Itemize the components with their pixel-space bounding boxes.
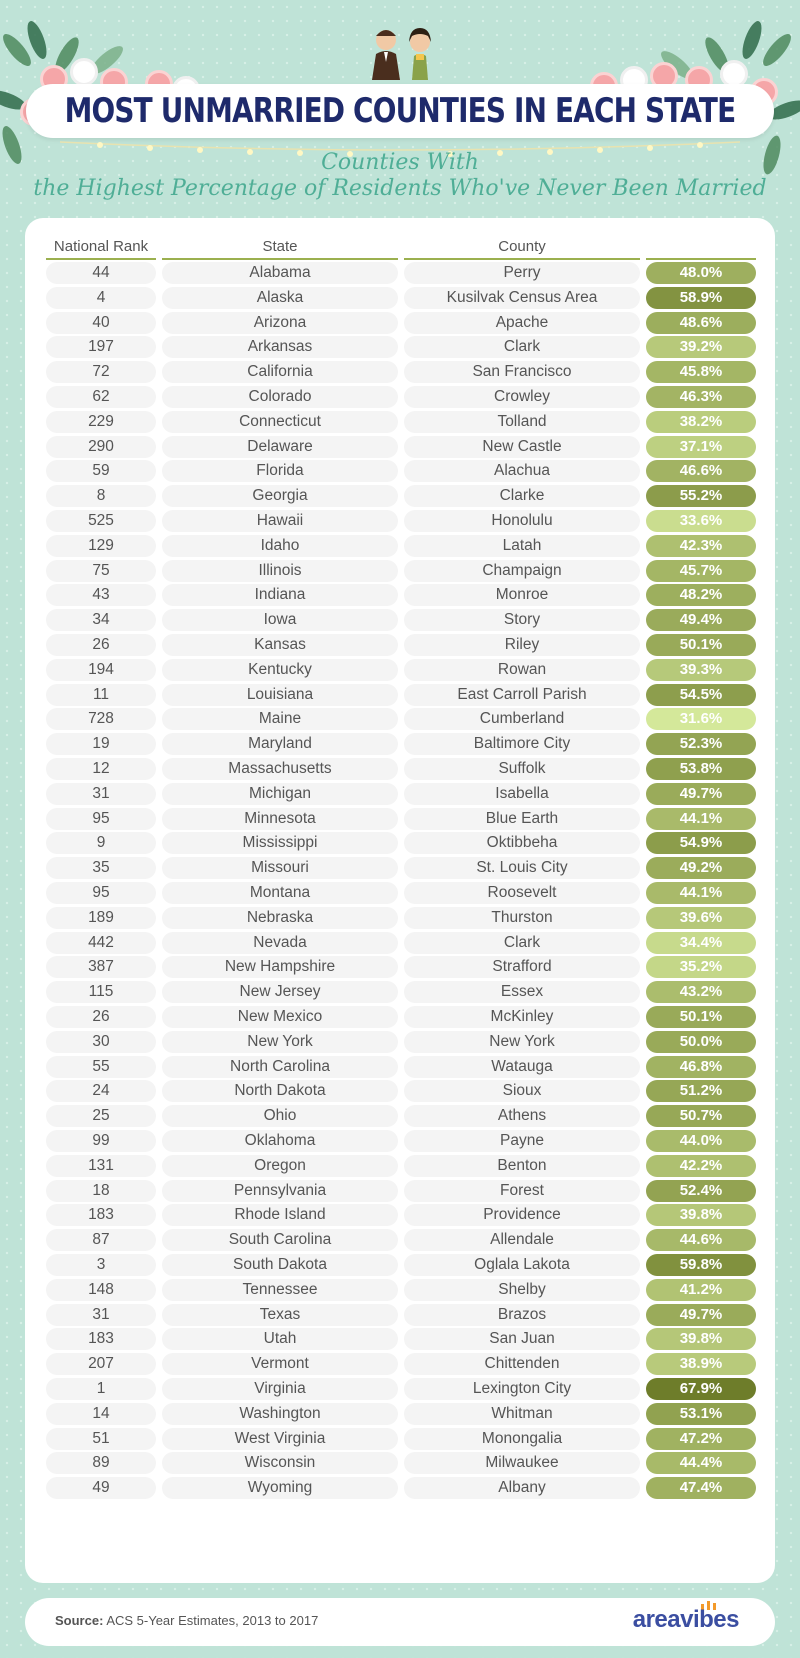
county-cell: Champaign bbox=[404, 560, 640, 582]
state-cell: New Mexico bbox=[162, 1006, 398, 1028]
percentage-cell: 50.7% bbox=[646, 1105, 756, 1127]
county-cell: San Juan bbox=[404, 1328, 640, 1350]
table-row bbox=[46, 907, 756, 929]
county-cell: Suffolk bbox=[404, 758, 640, 780]
table-row bbox=[46, 634, 756, 656]
county-cell: Essex bbox=[404, 981, 640, 1003]
county-cell: Blue Earth bbox=[404, 808, 640, 830]
state-cell: Michigan bbox=[162, 783, 398, 805]
percentage-cell: 45.8% bbox=[646, 361, 756, 383]
table-row bbox=[46, 485, 756, 507]
table-row bbox=[46, 956, 756, 978]
rank-cell: 44 bbox=[46, 262, 156, 284]
rank-cell: 24 bbox=[46, 1080, 156, 1102]
state-cell: Oklahoma bbox=[162, 1130, 398, 1152]
rank-cell: 1 bbox=[46, 1378, 156, 1400]
rank-cell: 4 bbox=[46, 287, 156, 309]
table-row bbox=[46, 560, 756, 582]
county-cell: Crowley bbox=[404, 386, 640, 408]
rank-cell: 89 bbox=[46, 1452, 156, 1474]
state-cell: Indiana bbox=[162, 584, 398, 606]
rank-cell: 87 bbox=[46, 1229, 156, 1251]
table-row bbox=[46, 684, 756, 706]
rank-cell: 189 bbox=[46, 907, 156, 929]
percentage-cell: 53.1% bbox=[646, 1403, 756, 1425]
source-note bbox=[55, 1613, 318, 1628]
table-row bbox=[46, 1328, 756, 1350]
table-row bbox=[46, 783, 756, 805]
percentage-cell: 46.8% bbox=[646, 1056, 756, 1078]
state-cell: North Dakota bbox=[162, 1080, 398, 1102]
header-percentage bbox=[646, 236, 756, 260]
table-row bbox=[46, 932, 756, 954]
county-cell: Story bbox=[404, 609, 640, 631]
table-row bbox=[46, 1229, 756, 1251]
rank-cell: 55 bbox=[46, 1056, 156, 1078]
percentage-cell: 44.1% bbox=[646, 808, 756, 830]
county-cell: Benton bbox=[404, 1155, 640, 1177]
percentage-cell: 35.2% bbox=[646, 956, 756, 978]
county-cell: Athens bbox=[404, 1105, 640, 1127]
rank-cell: 95 bbox=[46, 808, 156, 830]
percentage-cell: 39.8% bbox=[646, 1328, 756, 1350]
county-cell: Rowan bbox=[404, 659, 640, 681]
state-cell: Washington bbox=[162, 1403, 398, 1425]
county-cell: Baltimore City bbox=[404, 733, 640, 755]
state-cell: Pennsylvania bbox=[162, 1180, 398, 1202]
rank-cell: 30 bbox=[46, 1031, 156, 1053]
rank-cell: 131 bbox=[46, 1155, 156, 1177]
state-cell: Oregon bbox=[162, 1155, 398, 1177]
state-cell: Kentucky bbox=[162, 659, 398, 681]
table-row bbox=[46, 1130, 756, 1152]
state-cell: Arizona bbox=[162, 312, 398, 334]
state-cell: Montana bbox=[162, 882, 398, 904]
county-cell: San Francisco bbox=[404, 361, 640, 383]
percentage-cell: 38.2% bbox=[646, 411, 756, 433]
table-row bbox=[46, 1428, 756, 1450]
table-row bbox=[46, 857, 756, 879]
rank-cell: 8 bbox=[46, 485, 156, 507]
rank-cell: 442 bbox=[46, 932, 156, 954]
table-row bbox=[46, 1155, 756, 1177]
table-row bbox=[46, 758, 756, 780]
state-cell: New York bbox=[162, 1031, 398, 1053]
county-cell: Kusilvak Census Area bbox=[404, 287, 640, 309]
county-cell: Watauga bbox=[404, 1056, 640, 1078]
county-cell: Cumberland bbox=[404, 708, 640, 730]
state-cell: Maryland bbox=[162, 733, 398, 755]
percentage-cell: 43.2% bbox=[646, 981, 756, 1003]
percentage-cell: 47.2% bbox=[646, 1428, 756, 1450]
state-cell: South Dakota bbox=[162, 1254, 398, 1276]
state-cell: Wisconsin bbox=[162, 1452, 398, 1474]
table-row bbox=[46, 1105, 756, 1127]
percentage-cell: 44.1% bbox=[646, 882, 756, 904]
percentage-cell: 49.2% bbox=[646, 857, 756, 879]
table-row bbox=[46, 882, 756, 904]
table-row bbox=[46, 1180, 756, 1202]
county-cell: McKinley bbox=[404, 1006, 640, 1028]
state-cell: Idaho bbox=[162, 535, 398, 557]
rank-cell: 183 bbox=[46, 1204, 156, 1226]
state-cell: Mississippi bbox=[162, 832, 398, 854]
state-cell: Nevada bbox=[162, 932, 398, 954]
rank-cell: 525 bbox=[46, 510, 156, 532]
rank-cell: 9 bbox=[46, 832, 156, 854]
state-cell: Massachusetts bbox=[162, 758, 398, 780]
state-cell: Alabama bbox=[162, 262, 398, 284]
rank-cell: 43 bbox=[46, 584, 156, 606]
percentage-cell: 37.1% bbox=[646, 436, 756, 458]
table-row bbox=[46, 1006, 756, 1028]
title-banner bbox=[26, 84, 774, 138]
state-cell: Georgia bbox=[162, 485, 398, 507]
state-cell: New Hampshire bbox=[162, 956, 398, 978]
state-cell: Connecticut bbox=[162, 411, 398, 433]
table-row bbox=[46, 1452, 756, 1474]
rank-cell: 35 bbox=[46, 857, 156, 879]
state-cell: Alaska bbox=[162, 287, 398, 309]
bride-groom-illustration bbox=[364, 22, 444, 84]
table-row bbox=[46, 1403, 756, 1425]
table-row bbox=[46, 733, 756, 755]
county-cell: Strafford bbox=[404, 956, 640, 978]
header-county: County bbox=[404, 236, 640, 260]
table-row bbox=[46, 659, 756, 681]
percentage-cell: 39.8% bbox=[646, 1204, 756, 1226]
percentage-cell: 45.7% bbox=[646, 560, 756, 582]
state-cell: Illinois bbox=[162, 560, 398, 582]
state-cell: Rhode Island bbox=[162, 1204, 398, 1226]
state-cell: Maine bbox=[162, 708, 398, 730]
rank-cell: 387 bbox=[46, 956, 156, 978]
county-cell: Monroe bbox=[404, 584, 640, 606]
table-row bbox=[46, 287, 756, 309]
percentage-cell: 42.3% bbox=[646, 535, 756, 557]
state-cell: Nebraska bbox=[162, 907, 398, 929]
county-cell: East Carroll Parish bbox=[404, 684, 640, 706]
rank-cell: 26 bbox=[46, 1006, 156, 1028]
state-cell: Florida bbox=[162, 460, 398, 482]
state-cell: Tennessee bbox=[162, 1279, 398, 1301]
percentage-cell: 49.4% bbox=[646, 609, 756, 631]
state-cell: Wyoming bbox=[162, 1477, 398, 1499]
table-row bbox=[46, 1031, 756, 1053]
percentage-cell: 44.0% bbox=[646, 1130, 756, 1152]
state-cell: California bbox=[162, 361, 398, 383]
table-row bbox=[46, 535, 756, 557]
percentage-cell: 48.0% bbox=[646, 262, 756, 284]
table-row bbox=[46, 981, 756, 1003]
rank-cell: 26 bbox=[46, 634, 156, 656]
subtitle-line-2: the Highest Percentage of Residents Who've Never Been Married bbox=[33, 176, 767, 201]
rank-cell: 40 bbox=[46, 312, 156, 334]
percentage-cell: 49.7% bbox=[646, 1304, 756, 1326]
table-header bbox=[46, 236, 756, 260]
rank-cell: 728 bbox=[46, 708, 156, 730]
table-row bbox=[46, 312, 756, 334]
percentage-cell: 44.6% bbox=[646, 1229, 756, 1251]
county-cell: Latah bbox=[404, 535, 640, 557]
state-cell: New Jersey bbox=[162, 981, 398, 1003]
county-cell: Sioux bbox=[404, 1080, 640, 1102]
percentage-cell: 52.4% bbox=[646, 1180, 756, 1202]
county-cell: St. Louis City bbox=[404, 857, 640, 879]
rank-cell: 49 bbox=[46, 1477, 156, 1499]
source-label: Source: bbox=[55, 1613, 104, 1628]
brand-logo: areavibes bbox=[632, 1606, 739, 1633]
county-cell: Clark bbox=[404, 932, 640, 954]
percentage-cell: 50.0% bbox=[646, 1031, 756, 1053]
rank-cell: 12 bbox=[46, 758, 156, 780]
state-cell: Texas bbox=[162, 1304, 398, 1326]
state-cell: Vermont bbox=[162, 1353, 398, 1375]
state-cell: Kansas bbox=[162, 634, 398, 656]
county-cell: Clarke bbox=[404, 485, 640, 507]
rank-cell: 290 bbox=[46, 436, 156, 458]
rank-cell: 31 bbox=[46, 783, 156, 805]
percentage-cell: 44.4% bbox=[646, 1452, 756, 1474]
percentage-cell: 50.1% bbox=[646, 1006, 756, 1028]
rank-cell: 34 bbox=[46, 609, 156, 631]
percentage-cell: 58.9% bbox=[646, 287, 756, 309]
county-cell: Perry bbox=[404, 262, 640, 284]
state-cell: Minnesota bbox=[162, 808, 398, 830]
county-cell: Tolland bbox=[404, 411, 640, 433]
percentage-cell: 39.2% bbox=[646, 336, 756, 358]
rank-cell: 75 bbox=[46, 560, 156, 582]
county-cell: Milwaukee bbox=[404, 1452, 640, 1474]
percentage-cell: 54.9% bbox=[646, 832, 756, 854]
county-cell: Isabella bbox=[404, 783, 640, 805]
rank-cell: 19 bbox=[46, 733, 156, 755]
state-cell: South Carolina bbox=[162, 1229, 398, 1251]
subtitle-line-1: Counties With bbox=[321, 150, 479, 175]
rank-cell: 229 bbox=[46, 411, 156, 433]
table-row bbox=[46, 386, 756, 408]
state-cell: West Virginia bbox=[162, 1428, 398, 1450]
percentage-cell: 51.2% bbox=[646, 1080, 756, 1102]
rank-cell: 18 bbox=[46, 1180, 156, 1202]
percentage-cell: 39.3% bbox=[646, 659, 756, 681]
state-cell: Utah bbox=[162, 1328, 398, 1350]
rank-cell: 95 bbox=[46, 882, 156, 904]
county-cell: Roosevelt bbox=[404, 882, 640, 904]
percentage-cell: 49.7% bbox=[646, 783, 756, 805]
percentage-cell: 48.6% bbox=[646, 312, 756, 334]
percentage-cell: 38.9% bbox=[646, 1353, 756, 1375]
percentage-cell: 54.5% bbox=[646, 684, 756, 706]
county-cell: Oglala Lakota bbox=[404, 1254, 640, 1276]
percentage-cell: 47.4% bbox=[646, 1477, 756, 1499]
rank-cell: 31 bbox=[46, 1304, 156, 1326]
percentage-cell: 34.4% bbox=[646, 932, 756, 954]
county-cell: Clark bbox=[404, 336, 640, 358]
table-row bbox=[46, 436, 756, 458]
table-row bbox=[46, 1254, 756, 1276]
county-cell: Brazos bbox=[404, 1304, 640, 1326]
state-cell: Iowa bbox=[162, 609, 398, 631]
county-cell: Oktibbeha bbox=[404, 832, 640, 854]
percentage-cell: 46.3% bbox=[646, 386, 756, 408]
percentage-cell: 48.2% bbox=[646, 584, 756, 606]
state-cell: Hawaii bbox=[162, 510, 398, 532]
header-national-rank: National Rank bbox=[46, 236, 156, 260]
table-row bbox=[46, 609, 756, 631]
state-cell: Virginia bbox=[162, 1378, 398, 1400]
table-row bbox=[46, 1279, 756, 1301]
county-cell: Honolulu bbox=[404, 510, 640, 532]
county-cell: Albany bbox=[404, 1477, 640, 1499]
rank-cell: 115 bbox=[46, 981, 156, 1003]
page-title: MOST UNMARRIED COUNTIES IN EACH STATE bbox=[64, 91, 736, 131]
rank-cell: 99 bbox=[46, 1130, 156, 1152]
county-cell: Payne bbox=[404, 1130, 640, 1152]
percentage-cell: 39.6% bbox=[646, 907, 756, 929]
county-cell: Forest bbox=[404, 1180, 640, 1202]
rank-cell: 25 bbox=[46, 1105, 156, 1127]
table-row bbox=[46, 1204, 756, 1226]
state-cell: Missouri bbox=[162, 857, 398, 879]
rank-cell: 59 bbox=[46, 460, 156, 482]
percentage-cell: 31.6% bbox=[646, 708, 756, 730]
state-cell: Colorado bbox=[162, 386, 398, 408]
table-row bbox=[46, 1477, 756, 1499]
state-cell: Delaware bbox=[162, 436, 398, 458]
percentage-cell: 42.2% bbox=[646, 1155, 756, 1177]
table-row bbox=[46, 584, 756, 606]
county-cell: Thurston bbox=[404, 907, 640, 929]
percentage-cell: 41.2% bbox=[646, 1279, 756, 1301]
percentage-cell: 50.1% bbox=[646, 634, 756, 656]
county-cell: Shelby bbox=[404, 1279, 640, 1301]
rank-cell: 11 bbox=[46, 684, 156, 706]
rank-cell: 148 bbox=[46, 1279, 156, 1301]
rank-cell: 72 bbox=[46, 361, 156, 383]
county-cell: Whitman bbox=[404, 1403, 640, 1425]
table-row bbox=[46, 460, 756, 482]
rank-cell: 14 bbox=[46, 1403, 156, 1425]
county-cell: Apache bbox=[404, 312, 640, 334]
rank-cell: 51 bbox=[46, 1428, 156, 1450]
rank-cell: 62 bbox=[46, 386, 156, 408]
table-row bbox=[46, 361, 756, 383]
table-row bbox=[46, 262, 756, 284]
state-cell: North Carolina bbox=[162, 1056, 398, 1078]
state-cell: Arkansas bbox=[162, 336, 398, 358]
table-row bbox=[46, 1378, 756, 1400]
county-cell: New York bbox=[404, 1031, 640, 1053]
source-text: ACS 5-Year Estimates, 2013 to 2017 bbox=[106, 1613, 319, 1628]
table-row bbox=[46, 708, 756, 730]
percentage-cell: 67.9% bbox=[646, 1378, 756, 1400]
rank-cell: 194 bbox=[46, 659, 156, 681]
percentage-cell: 52.3% bbox=[646, 733, 756, 755]
table-row bbox=[46, 336, 756, 358]
table-row bbox=[46, 1353, 756, 1375]
percentage-cell: 33.6% bbox=[646, 510, 756, 532]
county-cell: Allendale bbox=[404, 1229, 640, 1251]
footer bbox=[25, 1598, 775, 1646]
rank-cell: 3 bbox=[46, 1254, 156, 1276]
table-row bbox=[46, 808, 756, 830]
table-row bbox=[46, 832, 756, 854]
rank-cell: 183 bbox=[46, 1328, 156, 1350]
county-cell: Chittenden bbox=[404, 1353, 640, 1375]
county-cell: Providence bbox=[404, 1204, 640, 1226]
header-state: State bbox=[162, 236, 398, 260]
rank-cell: 207 bbox=[46, 1353, 156, 1375]
rank-cell: 129 bbox=[46, 535, 156, 557]
percentage-cell: 59.8% bbox=[646, 1254, 756, 1276]
table-row bbox=[46, 411, 756, 433]
county-cell: Riley bbox=[404, 634, 640, 656]
percentage-cell: 46.6% bbox=[646, 460, 756, 482]
state-cell: Louisiana bbox=[162, 684, 398, 706]
state-cell: Ohio bbox=[162, 1105, 398, 1127]
percentage-cell: 53.8% bbox=[646, 758, 756, 780]
percentage-cell: 55.2% bbox=[646, 485, 756, 507]
county-cell: Lexington City bbox=[404, 1378, 640, 1400]
county-cell: Monongalia bbox=[404, 1428, 640, 1450]
table-row bbox=[46, 1080, 756, 1102]
table-row bbox=[46, 1056, 756, 1078]
table-row bbox=[46, 1304, 756, 1326]
table-row bbox=[46, 510, 756, 532]
county-cell: Alachua bbox=[404, 460, 640, 482]
rank-cell: 197 bbox=[46, 336, 156, 358]
county-cell: New Castle bbox=[404, 436, 640, 458]
